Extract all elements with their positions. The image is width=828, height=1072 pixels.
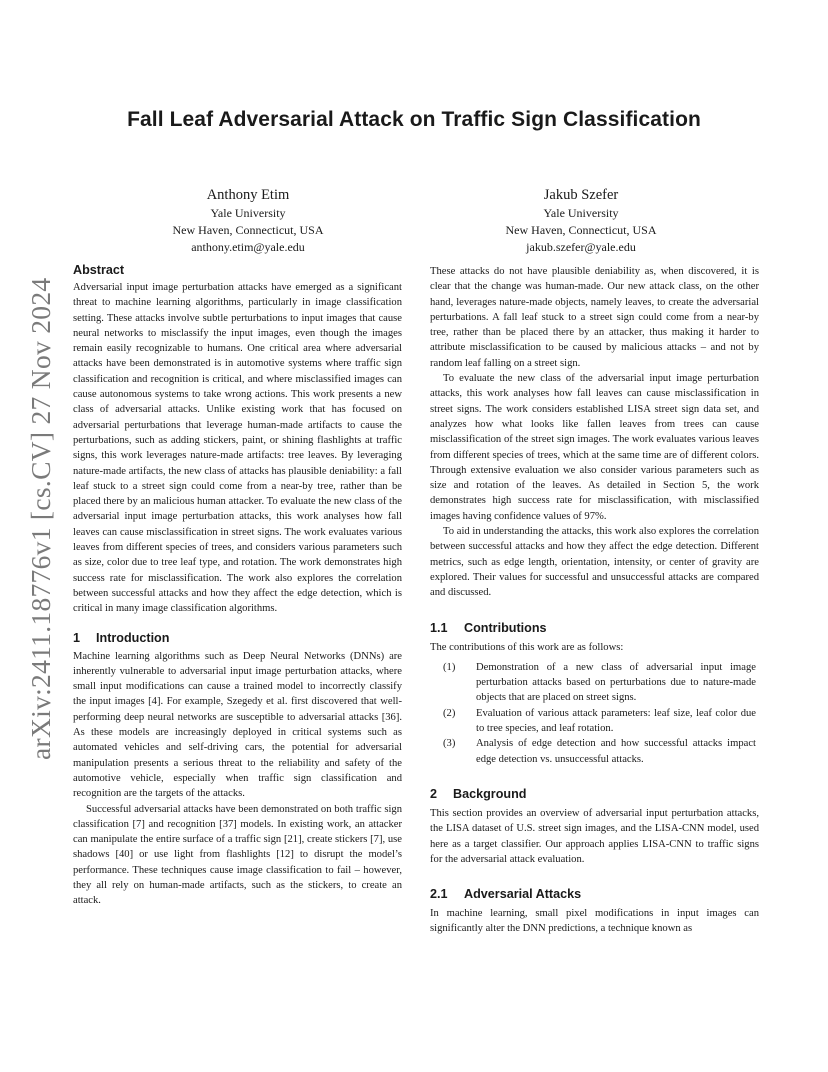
background-text: This section provides an overview of adversarial input perturbation attacks, the LISA dataset of U.S. street sign images, and the LISA-CNN model, used here as a target classifier. Our approach applies LISA-CNN to traffic signs for the adversarial attack evaluation. xyxy=(430,807,759,865)
arxiv-identifier: arXiv:2411.18776v1 [cs.CV] 27 Nov 2024 xyxy=(25,277,56,760)
section-title: Contributions xyxy=(464,620,547,635)
abstract-heading: Abstract xyxy=(73,263,125,277)
intro-paragraph: These attacks do not have plausible deniability as, when discovered, it is clear that the change was human-made. Our new attack class, on the other hand, leverages nature-made objects, namely leaves, to create the adversarial perturbations. A fall leaf stuck to a street sign could come from a near-by tree, rather than be placed there by an attacker, thus making it harder to attribute misclassification to be caused by malicious attacks – and not by random leaf falling on a street sign. xyxy=(430,266,759,369)
author-affiliation: Yale University xyxy=(210,206,286,220)
list-item xyxy=(443,660,759,706)
intro-paragraph: To aid in understanding the attacks, this work also explores the correlation between successful attacks and how they affect the edge detection. Different metrics, such as edge length, orientation, intensity, or center of gravity are explored. Their values for successful and unsuccessful attacks are compared and discussed. xyxy=(430,526,759,599)
intro-paragraph: Machine learning algorithms such as Deep Neural Networks (DNNs) are inherently vulnerable to adversarial input image perturbation attacks, where small input modifications can cause a trained model to incorrectly classify the input images [4]. For example, Szegedy et al. first discovered that well-performing deep neural networks are susceptible to adversarial attacks [36]. As these models are increasingly deployed in critical systems such as automated vehicles and self-driving cars, the potential for adversarial manipulation presents a serious threat to the reliability and safety of the automotive vehicle, especially when traffic sign classification and recognition are the targets of the attacks. xyxy=(73,650,402,800)
section-number: 2 xyxy=(430,786,438,801)
right-column xyxy=(430,264,759,937)
intro-paragraph: Successful adversarial attacks have been demonstrated on both traffic sign classification [7] and recognition [37] models. In existing work, an attacker can manipulate the entire surface of a traffic sign [21], create stickers [7], use shadows [40] or use light from flashlights [12] to disrupt the model’s performance. These techniques cause image classification to fail – however, they all rely on human-made artifacts, such as the stickers, to create an attack. xyxy=(73,803,402,907)
contributions-list xyxy=(430,660,759,767)
author-affiliation: Yale University xyxy=(543,206,619,220)
list-item-text: Analysis of edge detection and how successful attacks impact edge detection vs. unsuccessful attacks. xyxy=(476,738,756,765)
author-block xyxy=(451,185,711,256)
section-heading-introduction xyxy=(73,630,402,646)
section-title: Adversarial Attacks xyxy=(464,887,582,902)
author-name: Jakub Szefer xyxy=(543,187,619,203)
list-item-number: (3) xyxy=(443,738,456,750)
list-item-text: Evaluation of various attack parameters: leaf size, leaf color due to tree species, and leaf rotation. xyxy=(476,707,756,735)
author-block xyxy=(118,185,378,256)
section-number: 1.1 xyxy=(430,620,448,635)
section-number: 2.1 xyxy=(430,887,448,902)
section-heading-contributions xyxy=(430,620,759,636)
intro-paragraph: To evaluate the new class of the adversarial input image perturbation attacks, this work analyses how fall leaves can cause misclassification in street signs. The work considers established LISA street sign data set, and analyzes how what looks like fallen leaves from trees can cause misclassification of the street sign images. The work evaluates various leaves from different species of trees, which at the same time are of different colors. Through extensive evaluation we also consider various parameters such as size and rotation of the leaves. As detailed in Section 5, the work demonstrates high success rate for misclassification, with misclassified images having confidence values of 97%. xyxy=(430,373,759,522)
author-name: Anthony Etim xyxy=(206,187,290,203)
list-item xyxy=(443,736,759,767)
abstract-text: Adversarial input image perturbation attacks have emerged as a significant threat to machine learning algorithms, particularly in image classification setting. These attacks involve subtle perturbations to input images that cause neural networks to misclassify the input images, even though the images remain easily recognizable to humans. One critical area where adversarial attacks have been demonstrated is in automotive systems where traffic sign classification and recognition is critical, and where misclassified images can cause autonomous systems to take wrong actions. This work presents a new class of adversarial attacks. Unlike existing work that has focused on adversarial perturbations that leverage human-made artifacts to cause the perturbations, such as adding stickers, paint, or shining flashlights at traffic signs, this work leverages nature-made artifacts: tree leaves. By leveraging nature-made artifacts, the new class of attacks has plausible deniability: a fall leaf stuck to a street sign could come from a near-by tree, rather than be placed there by an malicious human attacker. To evaluate the new class of the adversarial input image perturbation attacks, this work analyses how fall leaves can cause misclassification in street signs. The work evaluates various leaves from different species of trees, and considers various parameters such as size, color due to tree leaf type, and rotation. The work demonstrates high success rate for misclassification. The work also explores the correlation between successful attacks and how they affect the edge detection, which is critical in many image classification algorithms. xyxy=(73,282,402,615)
list-item-number: (1) xyxy=(443,661,456,673)
author-email: anthony.etim@yale.edu xyxy=(191,240,305,254)
section-title: Background xyxy=(453,786,527,801)
list-item xyxy=(443,706,759,737)
contributions-intro: The contributions of this work are as follows: xyxy=(430,641,624,653)
section-title: Introduction xyxy=(96,630,170,645)
list-item-number: (2) xyxy=(443,707,456,719)
list-item-text: Demonstration of a new class of adversarial input image perturbation attacks based on perturbations due to nature-made objects that are placed on street signs. xyxy=(476,661,756,704)
author-location: New Haven, Connecticut, USA xyxy=(505,223,657,237)
author-location: New Haven, Connecticut, USA xyxy=(172,223,324,237)
author-email: jakub.szefer@yale.edu xyxy=(526,240,636,254)
section-heading-adversarial-attacks xyxy=(430,886,759,902)
adversarial-text: In machine learning, small pixel modifications in input images can significantly alter the DNN predictions, a technique known as xyxy=(430,908,759,935)
left-column xyxy=(73,262,402,909)
section-number: 1 xyxy=(73,630,81,645)
section-heading-background xyxy=(430,786,759,802)
paper-title: Fall Leaf Adversarial Attack on Traffic Sign Classification xyxy=(127,108,701,131)
